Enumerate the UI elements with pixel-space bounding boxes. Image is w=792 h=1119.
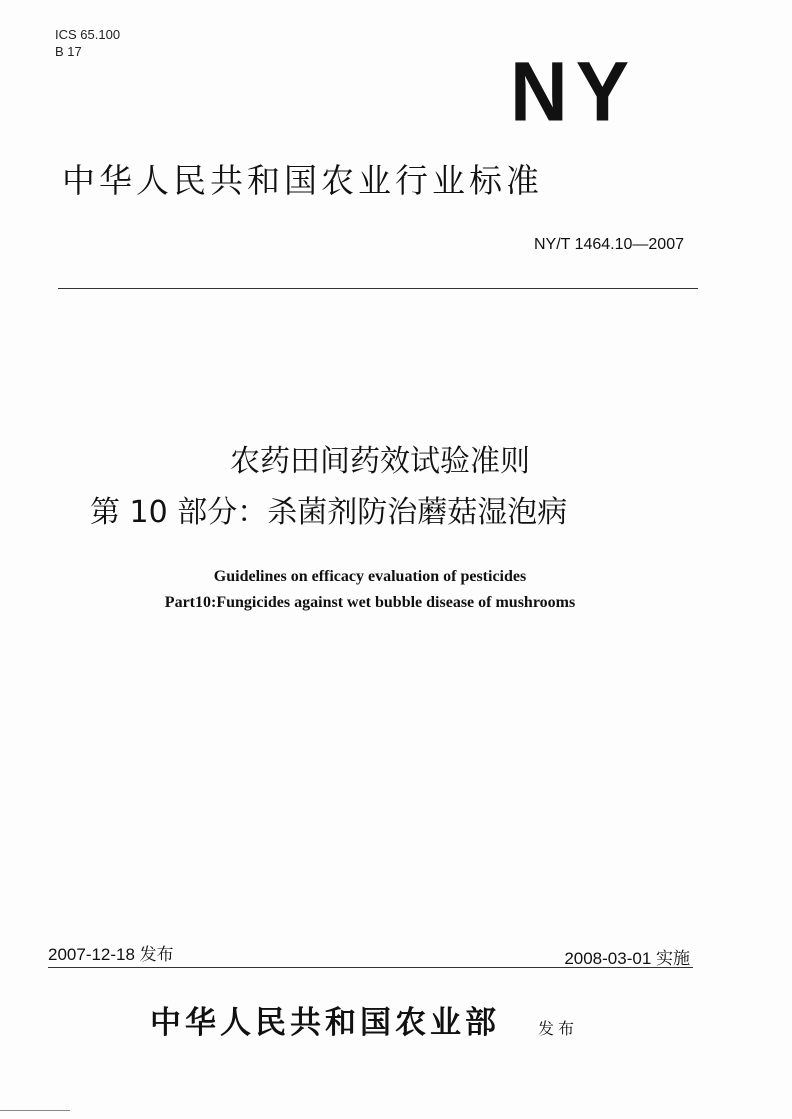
ics-code: ICS 65.100 — [55, 27, 121, 42]
standard-number: NY/T 1464.10—2007 — [533, 236, 684, 253]
document-title-cn-line2: 第 10 部分：杀菌剂防治蘑菇湿泡病 — [90, 495, 568, 530]
publisher-suffix: 发布 — [538, 1019, 579, 1038]
standard-category-title: 中华人民共和国农业行业标准 — [62, 161, 543, 200]
publisher-name: 中华人民共和国农业部 — [150, 1005, 500, 1041]
ccs-code: B 17 — [55, 44, 82, 59]
bottom-divider — [48, 967, 693, 968]
issue-date: 2007-12-18 发布 — [48, 945, 174, 964]
document-title-en-line1: Guidelines on efficacy evaluation of pesticides — [213, 568, 527, 585]
document-title-en-line2: Part10:Fungicides against wet bubble disease of mushrooms — [164, 594, 576, 611]
implementation-date: 2008-03-01 实施 — [564, 949, 690, 968]
document-title-cn-line1: 农药田间药效试验准则 — [230, 444, 530, 479]
top-divider — [58, 288, 698, 289]
ny-logo: NY — [510, 44, 638, 139]
page-corner-mark — [0, 1110, 70, 1111]
classification-codes — [55, 26, 120, 60]
